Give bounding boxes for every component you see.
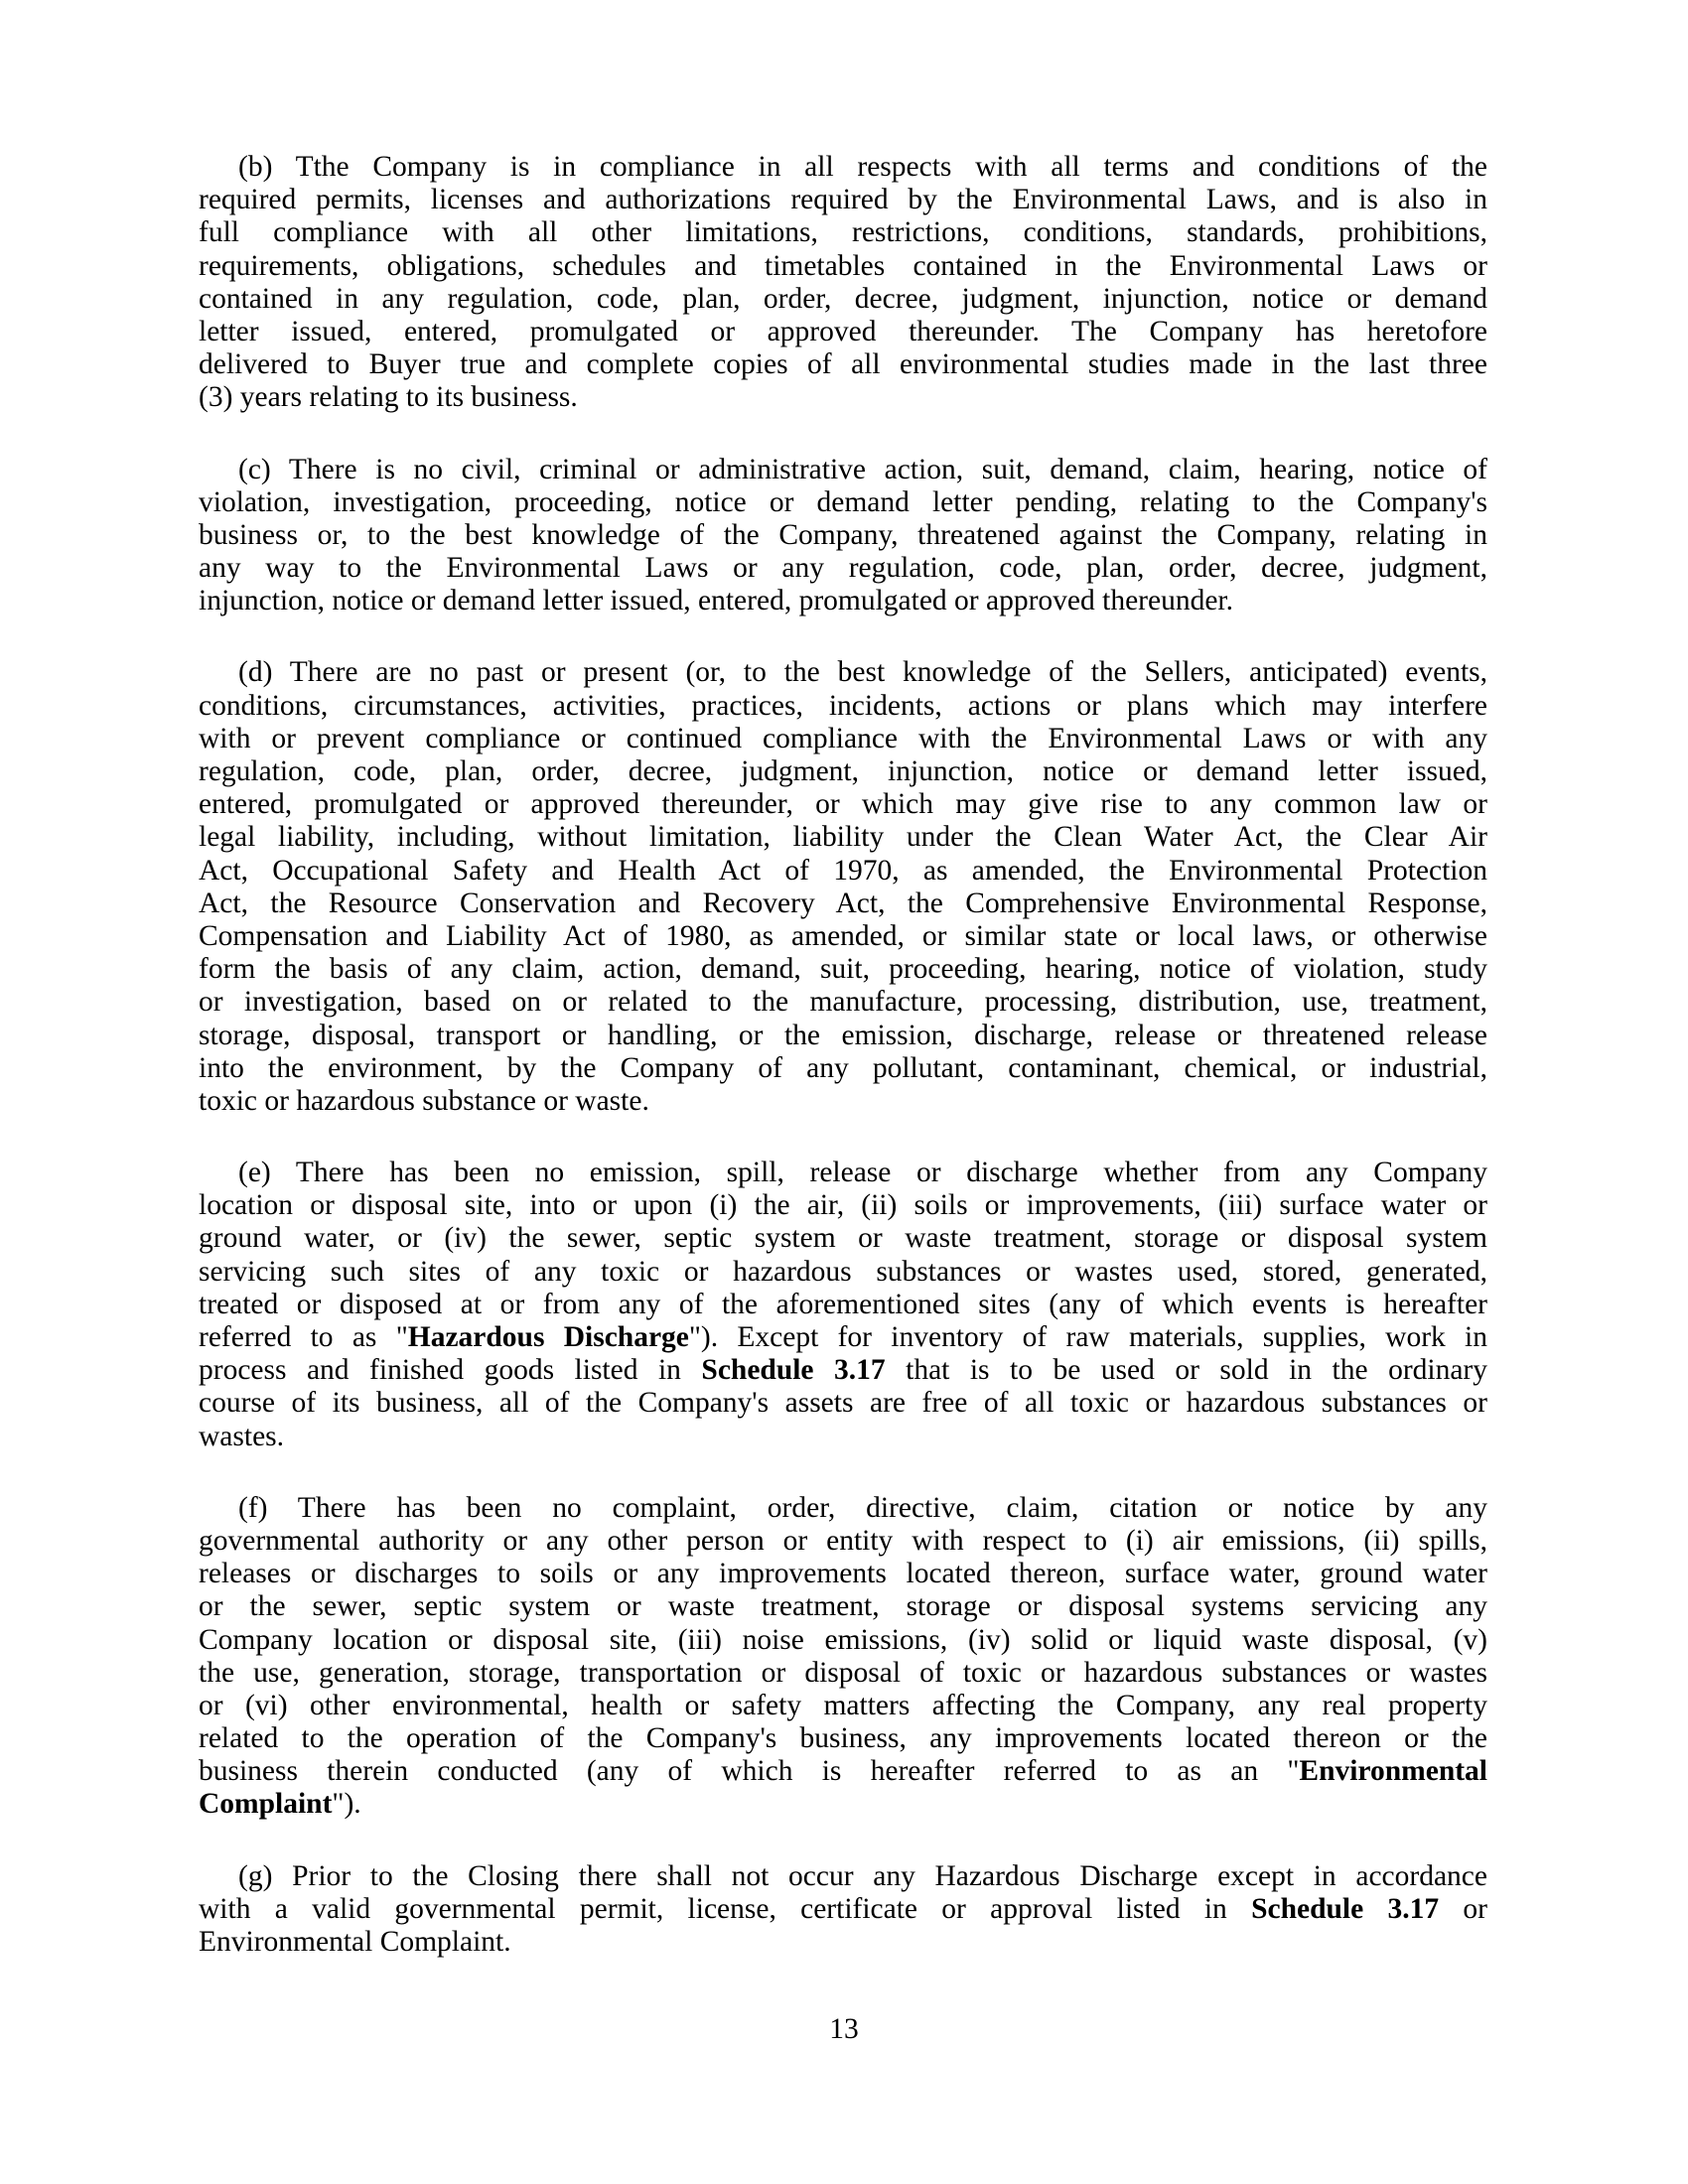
text-line [199,381,1487,414]
text-line [199,723,1487,755]
text-run: Act, the Resource Conservation and Recovery Act, the Comprehensive Environmental Response, [199,887,1487,919]
text-run: Act, Occupational Safety and Health Act of 1970, as amended, the Environmental Protection [199,854,1487,887]
text-line [199,216,1487,249]
text-run: with or prevent compliance or continued compliance with the Environmental Laws or with any [199,722,1487,754]
paragraph-b [199,151,1487,415]
text-line [199,1321,1487,1354]
text-run: or [1439,1892,1488,1925]
text-run: that is to be used or sold in the ordinary [885,1354,1488,1387]
text-line [199,519,1487,552]
text-run: form the basis of any claim, action, demand, suit, proceeding, hearing, notice of violation, study [199,953,1487,986]
text-run: storage, disposal, transport or handling, or the emission, discharge, release or threatened release [199,1019,1487,1051]
text-run: with a valid governmental permit, license, certificate or approval listed in [199,1892,1252,1925]
text-run: Environmental Complaint. [199,1926,511,1958]
text-line [199,1387,1487,1420]
text-line [199,1624,1487,1657]
text-line [199,283,1487,316]
paragraph-c [199,454,1487,618]
text-run: into the environment, by the Company of any pollutant, contaminant, chemical, or industrial, [199,1051,1487,1084]
text-line [199,1222,1487,1255]
text-run: treated or disposed at or from any of the aforementioned sites (any of which events is hereafter [199,1288,1487,1320]
text-line [199,1755,1487,1788]
text-line [199,454,1487,486]
text-run: (e) There has been no emission, spill, release or discharge whether from any Company [238,1157,1487,1189]
text-line [199,1590,1487,1623]
text-run: (d) There are no past or present (or, to the best knowledge of the Sellers, anticipated) events, [238,656,1487,689]
text-line [199,486,1487,519]
text-line [199,656,1487,689]
text-run: regulation, code, plan, order, decree, judgment, injunction, notice or demand letter issued, [199,755,1487,787]
text-line [199,348,1487,381]
text-line [199,316,1487,348]
text-run: toxic or hazardous substance or waste. [199,1084,649,1117]
text-run: contained in any regulation, code, plan, order, decree, judgment, injunction, notice or demand [199,282,1487,315]
text-line [199,1926,1487,1959]
text-run: or investigation, based on or related to the manufacture, processing, distribution, use, treatment, [199,986,1487,1019]
defined-term: Schedule 3.17 [1251,1892,1440,1925]
text-run: (3) years relating to its business. [199,381,578,414]
text-line [199,250,1487,283]
text-run: (c) There is no civil, criminal or administrative action, suit, demand, claim, hearing, notice of [238,453,1487,485]
text-line [199,552,1487,585]
text-run: related to the operation of the Company's business, any improvements located thereon or the [199,1722,1487,1755]
text-run: business therein conducted (any of which is hereafter referred to as an " [199,1755,1300,1788]
text-line [199,690,1487,723]
text-run: business or, to the best knowledge of the Company, threatened against the Company, relating in [199,518,1487,551]
text-line [199,1722,1487,1755]
text-run: legal liability, including, without limitation, liability under the Clean Water Act, the Clear Air [199,821,1487,854]
defined-term: Environmental [1299,1755,1487,1788]
text-run: releases or discharges to soils or any improvements located thereon, surface water, ground water [199,1558,1487,1590]
text-line [199,1157,1487,1189]
text-line [199,184,1487,216]
text-line [199,1421,1487,1453]
paragraph-d [199,656,1487,1118]
text-line [199,1256,1487,1289]
text-line [199,1690,1487,1722]
text-run: wastes. [199,1420,285,1452]
paragraph-f [199,1492,1487,1822]
text-line [199,920,1487,953]
defined-term: Complaint [199,1788,333,1821]
text-line [199,1492,1487,1525]
text-run: "). [332,1788,361,1821]
page-number: 13 [829,2013,859,2045]
text-line [199,953,1487,986]
text-run: requirements, obligations, schedules and timetables contained in the Environmental Laws or [199,249,1487,282]
text-line [199,788,1487,821]
text-run: governmental authority or any other person or entity with respect to (i) air emissions, (ii) spills, [199,1524,1487,1557]
defined-term: Hazardous Discharge [407,1321,689,1353]
text-line [199,1289,1487,1321]
text-line [199,1354,1487,1387]
text-line [199,1893,1487,1926]
text-run: or the sewer, septic system or waste treatment, storage or disposal systems servicing any [199,1590,1487,1623]
text-run: Company location or disposal site, (iii) noise emissions, (iv) solid or liquid waste disposal, (v) [199,1623,1487,1656]
text-run: location or disposal site, into or upon (i) the air, (ii) soils or improvements, (iii) surface water or [199,1189,1487,1222]
text-line [199,1788,1487,1821]
text-line [199,1525,1487,1558]
text-line [199,1860,1487,1893]
text-run: any way to the Environmental Laws or any regulation, code, plan, order, decree, judgment, [199,552,1487,585]
text-line [199,821,1487,854]
text-line [199,1020,1487,1052]
text-line [199,986,1487,1019]
text-run: Compensation and Liability Act of 1980, as amended, or similar state or local laws, or otherwise [199,919,1487,952]
text-line [199,1657,1487,1690]
paragraph-e [199,1157,1487,1453]
text-run: required permits, licenses and authorizations required by the Environmental Laws, and is also in [199,184,1487,216]
text-run: process and finished goods listed in [199,1354,702,1387]
text-run: injunction, notice or demand letter issued, entered, promulgated or approved thereunder. [199,585,1233,617]
text-line [199,585,1487,617]
defined-term: Schedule 3.17 [701,1354,886,1387]
text-run: "). Except for inventory of raw materials, supplies, work in [688,1321,1487,1353]
text-line [199,1558,1487,1590]
text-line [199,887,1487,920]
text-run: ground water, or (iv) the sewer, septic system or waste treatment, storage or disposal system [199,1222,1487,1255]
text-line [199,1052,1487,1085]
text-line [199,1189,1487,1222]
text-run: or (vi) other environmental, health or safety matters affecting the Company, any real property [199,1689,1487,1721]
text-run: delivered to Buyer true and complete copies of all environmental studies made in the last three [199,348,1487,381]
text-run: the use, generation, storage, transportation or disposal of toxic or hazardous substances or wastes [199,1656,1487,1689]
text-run: (b) Tthe Company is in compliance in all respects with all terms and conditions of the [238,151,1487,183]
text-line [199,1085,1487,1118]
text-line [199,755,1487,788]
text-run: full compliance with all other limitations, restrictions, conditions, standards, prohibitions, [199,216,1487,249]
text-line [199,855,1487,887]
text-run: servicing such sites of any toxic or hazardous substances or wastes used, stored, generated, [199,1255,1487,1288]
text-run: referred to as " [199,1321,408,1353]
text-run: letter issued, entered, promulgated or approved thereunder. The Company has heretofore [199,315,1487,347]
text-run: violation, investigation, proceeding, notice or demand letter pending, relating to the Company's [199,485,1487,518]
text-line [199,151,1487,184]
text-run: conditions, circumstances, activities, practices, incidents, actions or plans which may interfere [199,689,1487,722]
text-run: (f) There has been no complaint, order, directive, claim, citation or notice by any [238,1491,1487,1524]
document-body [199,151,1487,1997]
paragraph-g [199,1860,1487,1960]
text-run: course of its business, all of the Company's assets are free of all toxic or hazardous substances or [199,1387,1487,1420]
text-run: entered, promulgated or approved thereunder, or which may give rise to any common law or [199,788,1487,821]
text-run: (g) Prior to the Closing there shall not occur any Hazardous Discharge except in accordance [238,1859,1487,1892]
